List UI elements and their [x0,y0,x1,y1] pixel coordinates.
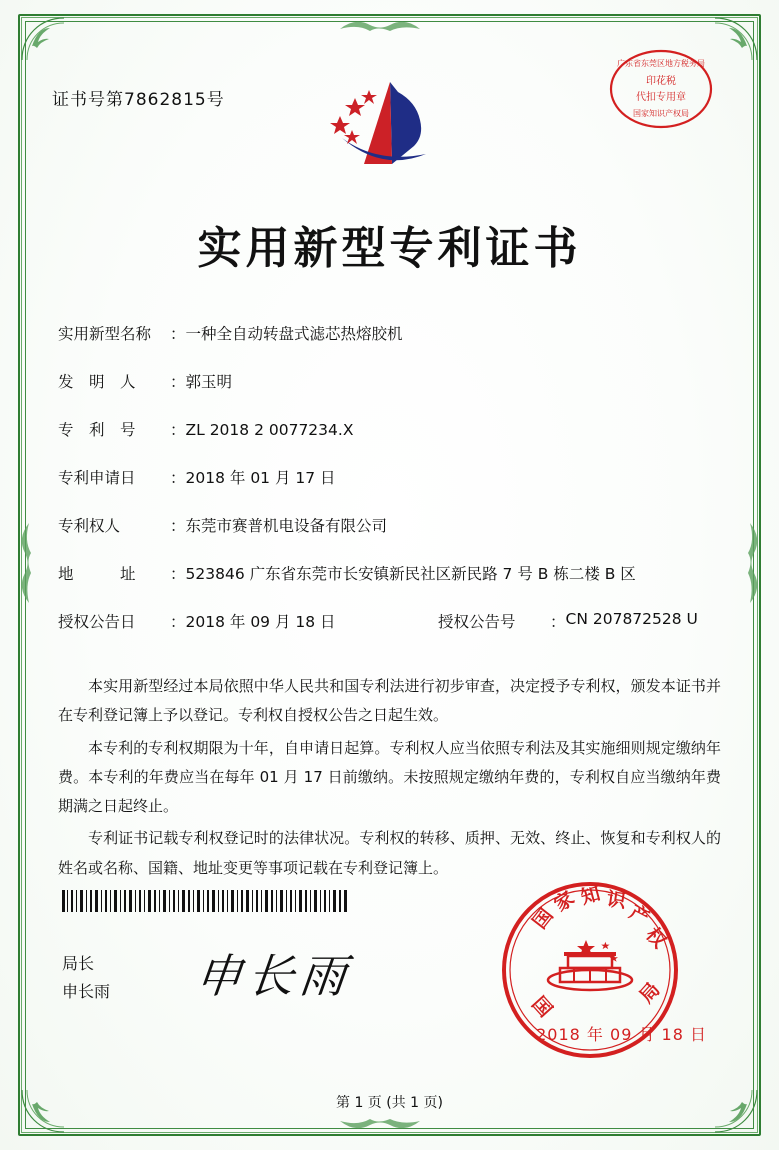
field-label: 实用新型名称 [58,325,152,343]
field-colon: ： [170,325,186,343]
svg-text:产: 产 [625,900,653,930]
edge-ornament-icon [330,16,450,36]
svg-text:国: 国 [527,992,557,1022]
handwritten-signature: 申长雨 [192,949,355,1003]
signer-role: 局长 [62,954,95,973]
grant-announcement-row [58,610,721,632]
svg-text:家: 家 [550,887,579,917]
tax-seal-stamp [601,46,721,132]
field-value: 2018 年 01 月 17 日 [185,469,336,488]
barcode [62,890,347,912]
field-inventor [58,370,721,394]
svg-text:权: 权 [641,923,671,953]
field-value: 523846 广东省东莞市长安镇新民社区新民路 7 号 B 栋二楼 B 区 [185,565,636,584]
field-list [58,322,721,642]
page-title: 实用新型专利证书 [197,223,582,274]
field-colon: ： [170,613,186,632]
signer-name: 申长雨 [62,982,111,1001]
field-label: 专利申请日 [58,469,136,488]
cnipa-logo-icon [322,68,442,188]
field-colon: ： [170,565,186,584]
edge-ornament-icon [747,513,763,637]
paragraph-2: 本专利的专利权期限为十年，自申请日起算。专利权人应当依照专利法及其实施细则规定缴纳年费。本专利的年费应当在每年 01 月 17 日前缴纳。未按照规定缴纳年费的，专利权自应当缴纳年费期满之日起终止。 [58,738,721,815]
field-label: 专利权人 [58,517,121,536]
edge-ornament-icon [330,1114,450,1134]
grant-date-group [58,610,438,632]
field-colon: ： [170,421,186,440]
field-colon: ： [170,373,186,392]
svg-text:代扣专用章: 代扣专用章 [636,92,686,103]
svg-text:印花税: 印花税 [646,76,676,87]
field-value: CN 207872528 U [565,610,698,629]
body-text [58,672,721,886]
field-colon: ： [550,613,566,632]
paragraph-1: 本实用新型经过本局依照中华人民共和国专利法进行初步审查，决定授予专利权，颁发本证书并在专利登记簿上予以登记。专利权自授权公告之日起生效。 [58,677,721,725]
field-value: 2018 年 09 月 18 日 [185,613,336,632]
field-value: 一种全自动转盘式滤芯热熔胶机 [185,325,403,343]
field-value: 郭玉明 [185,373,233,392]
edge-ornament-icon [16,513,32,637]
field-label: 授权公告日 [58,613,136,632]
svg-text:广东省东莞区地方税务局: 广东省东莞区地方税务局 [617,59,705,68]
field-utility-model-name [58,322,721,346]
issue-date-stamp: 2018 年 09 月 18 日 [536,1025,707,1044]
field-value: 东莞市赛普机电设备有限公司 [185,517,388,536]
certificate-number: 证书号第7862815号 [52,90,225,110]
field-patent-number [58,418,721,442]
field-label: 授权公告号 [438,613,516,632]
svg-text:国家知识产权局: 国家知识产权局 [633,109,689,118]
field-value: ZL 2018 2 0077234.X [185,421,354,440]
corner-ornament-icon [20,16,66,62]
field-patentee [58,514,721,538]
field-colon: ： [170,517,186,536]
field-address [58,562,721,586]
field-application-date [58,466,721,490]
grant-number-group [438,610,698,632]
field-label: 发 明 人 [58,373,136,392]
field-label: 专 利 号 [58,421,136,440]
field-colon: ： [170,469,186,488]
svg-text:知: 知 [578,882,603,909]
paragraph-3: 专利证书记载专利权登记时的法律状况。专利权的转移、质押、无效、终止、恢复和专利权人的姓名或名称、国籍、地址变更等事项记载在专利登记簿上。 [58,829,721,877]
svg-text:国: 国 [528,904,558,934]
svg-text:局: 局 [635,978,665,1008]
signer-block [62,950,110,1006]
svg-text:识: 识 [605,888,628,913]
field-label: 地 址 [58,565,136,584]
page-footer: 第 1 页 (共 1 页) [336,1095,443,1111]
